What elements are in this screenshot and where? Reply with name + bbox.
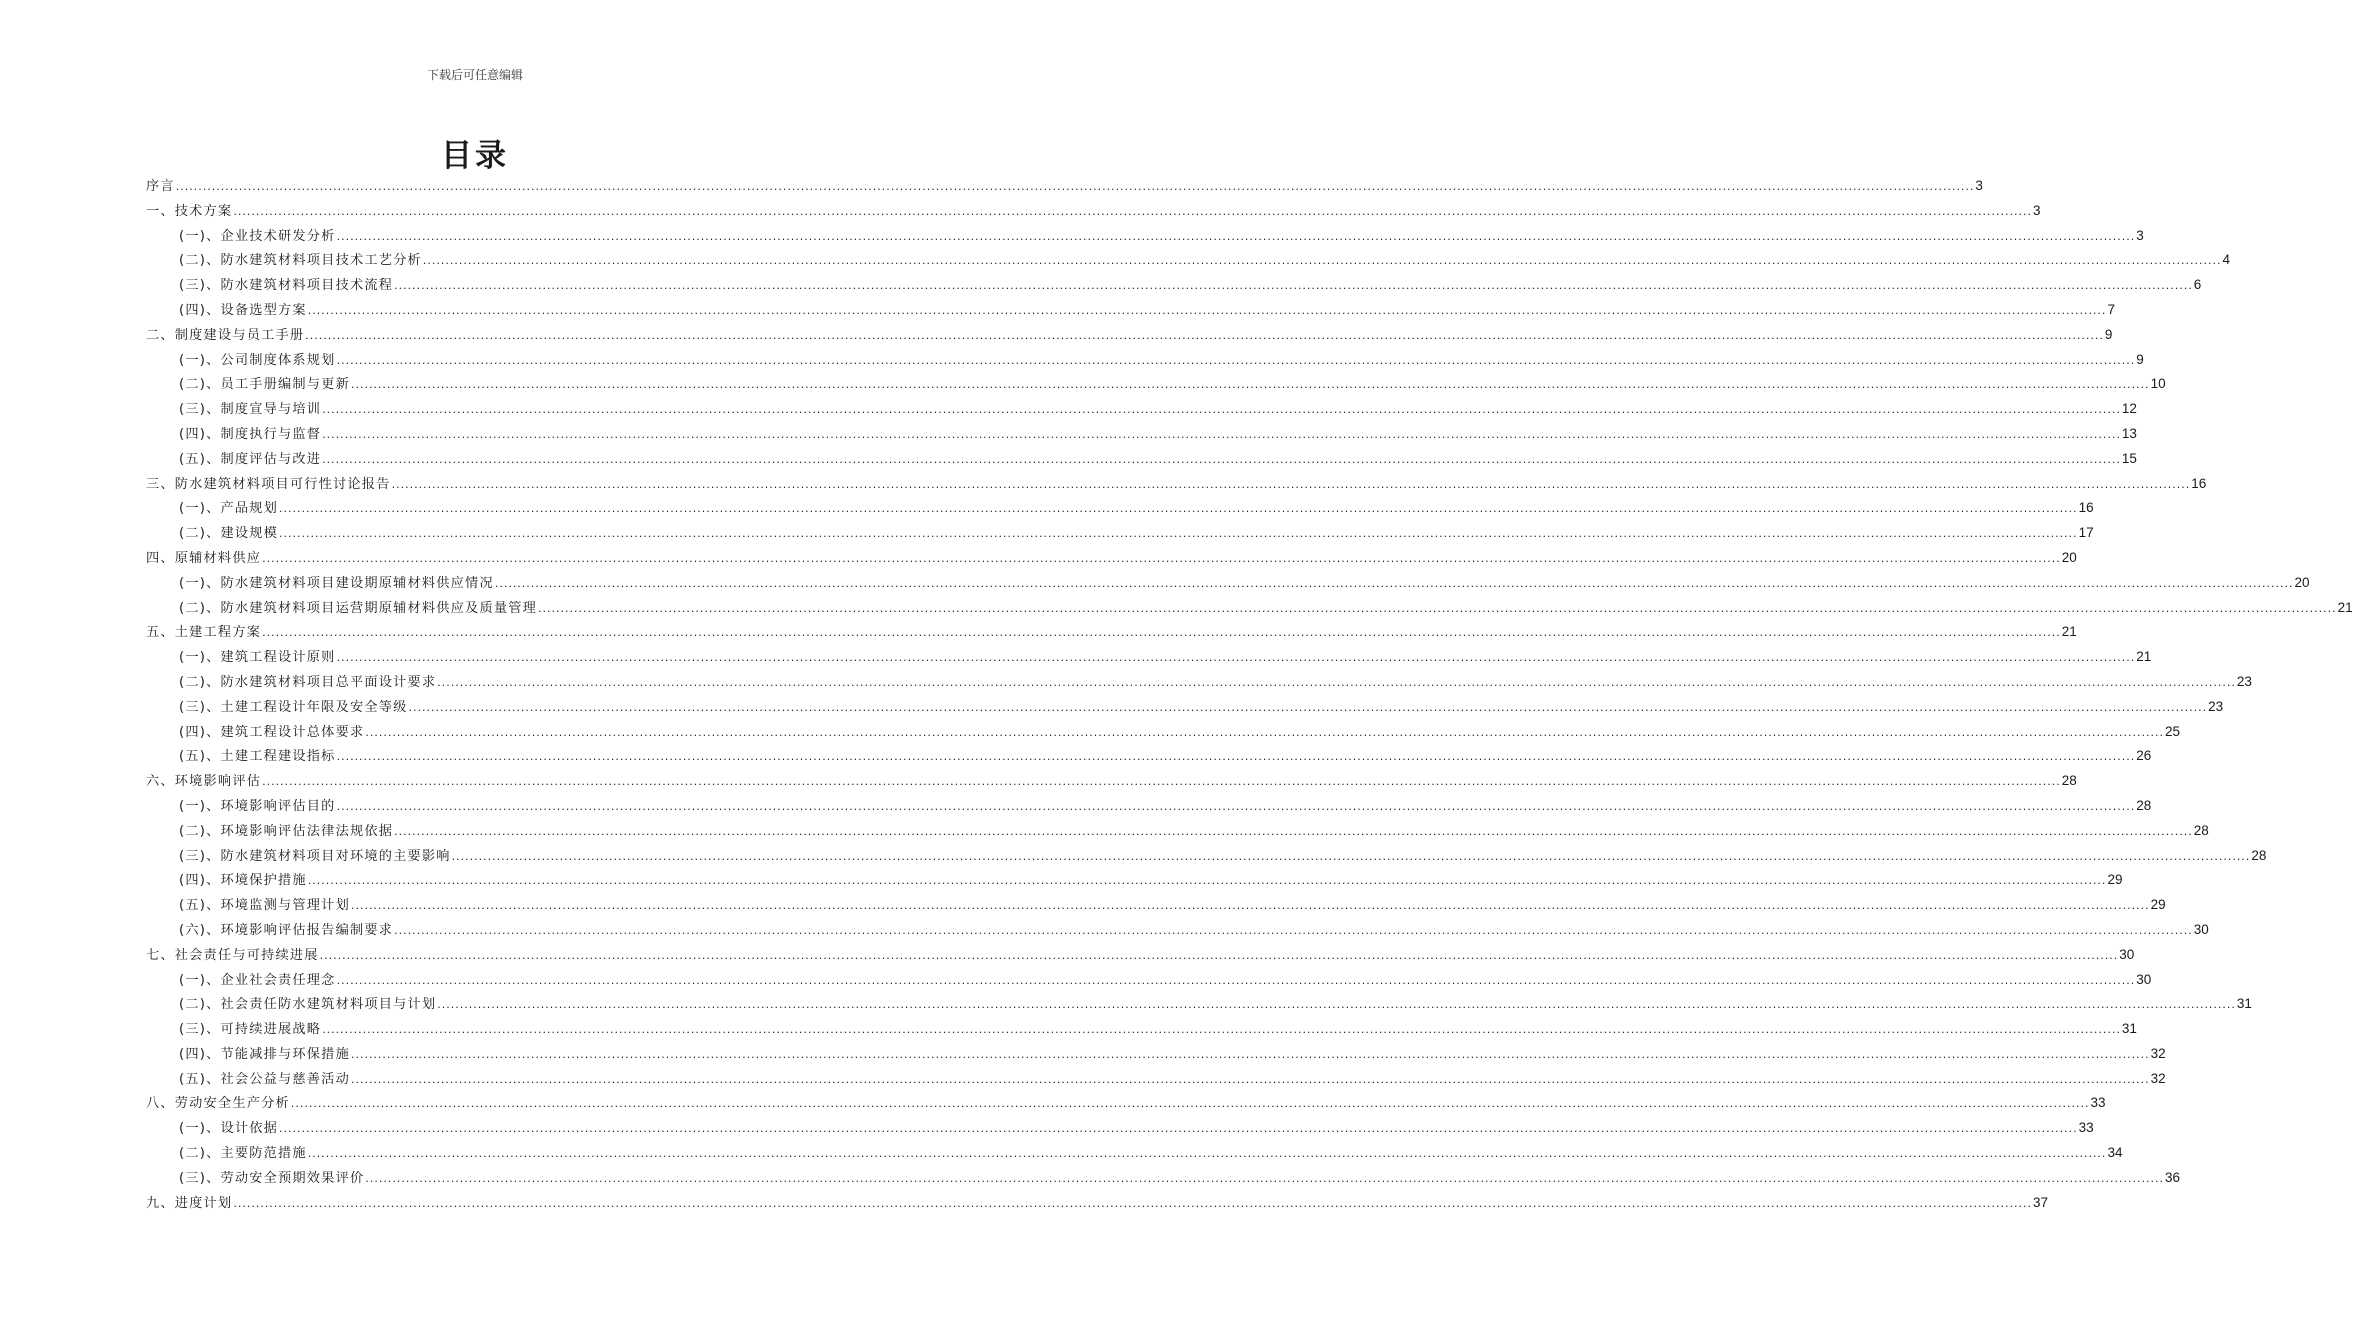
- toc-leader-dots: ................................................................................................................................................................................................................................................................................................................................................................................................................: [307, 1147, 2107, 1161]
- toc-entry-page: 15: [2121, 450, 2137, 466]
- toc-leader-dots: ................................................................................................................................................................................................................................................................................................................................................................................................................: [336, 229, 2136, 243]
- toc-leader-dots: ................................................................................................................................................................................................................................................................................................................................................................................................................: [350, 1072, 2150, 1086]
- toc-entry[interactable]: [146, 422, 2137, 447]
- toc-entry-title: (二)、员工手册编制与更新: [179, 377, 350, 393]
- toc-leader-dots: ................................................................................................................................................................................................................................................................................................................................................................................................................: [394, 824, 2193, 838]
- toc-entry-title: 五、土建工程方案: [146, 625, 262, 641]
- toc-leader-dots: ................................................................................................................................................................................................................................................................................................................................................................................................................: [233, 1196, 2032, 1210]
- toc-entry[interactable]: [146, 521, 2094, 546]
- toc-entry-title: 序言: [146, 179, 175, 194]
- toc-entry-page: 32: [2150, 1045, 2166, 1061]
- toc-entry-title: (三)、劳动安全预期效果评价: [179, 1170, 365, 1186]
- toc-entry-page: 23: [2208, 698, 2224, 714]
- page-header-note: 下载后可任意编辑: [426, 68, 523, 82]
- toc-leader-dots: ................................................................................................................................................................................................................................................................................................................................................................................................................: [322, 452, 2121, 466]
- toc-entry[interactable]: [146, 1017, 2137, 1042]
- toc-leader-dots: ................................................................................................................................................................................................................................................................................................................................................................................................................: [262, 551, 2061, 565]
- toc-leader-dots: ................................................................................................................................................................................................................................................................................................................................................................................................................: [350, 1047, 2150, 1061]
- toc-entry-title: (二)、防水建筑材料项目运营期原辅材料供应及质量管理: [179, 600, 537, 616]
- toc-entry-page: 28: [2061, 773, 2077, 789]
- toc-leader-dots: ................................................................................................................................................................................................................................................................................................................................................................................................................: [262, 626, 2061, 640]
- toc-entry[interactable]: [146, 298, 2115, 323]
- toc-leader-dots: ................................................................................................................................................................................................................................................................................................................................................................................................................: [350, 378, 2150, 392]
- toc-entry[interactable]: [146, 1191, 2048, 1216]
- toc-entry-page: 21: [2136, 649, 2152, 665]
- toc-entry-page: 31: [2121, 1021, 2137, 1037]
- toc-entry[interactable]: [146, 620, 2077, 645]
- toc-entry-title: (六)、环境影响评估报告编制要求: [179, 922, 394, 938]
- toc-entry-title: (二)、防水建筑材料项目技术工艺分析: [179, 253, 422, 269]
- toc-entry-title: (四)、节能减排与环保措施: [179, 1046, 350, 1062]
- toc-entry[interactable]: [146, 472, 2207, 497]
- toc-entry[interactable]: [146, 571, 2310, 596]
- toc-entry[interactable]: [146, 273, 2202, 298]
- toc-leader-dots: ................................................................................................................................................................................................................................................................................................................................................................................................................: [336, 353, 2136, 367]
- toc-entry-title: (五)、土建工程建设指标: [179, 749, 336, 765]
- toc-entry[interactable]: [146, 868, 2123, 893]
- toc-entry-page: 3: [2032, 202, 2041, 218]
- toc-leader-dots: ................................................................................................................................................................................................................................................................................................................................................................................................................: [307, 874, 2107, 888]
- toc-entry-page: 30: [2193, 921, 2209, 937]
- toc-entry-page: 25: [2164, 723, 2181, 739]
- toc-entry[interactable]: [146, 1067, 2166, 1092]
- toc-entry-title: (五)、环境监测与管理计划: [179, 898, 350, 914]
- toc-leader-dots: ................................................................................................................................................................................................................................................................................................................................................................................................................: [322, 427, 2121, 441]
- toc-entry[interactable]: [146, 645, 2152, 670]
- toc-leader-dots: ................................................................................................................................................................................................................................................................................................................................................................................................................: [336, 651, 2136, 665]
- toc-leader-dots: ................................................................................................................................................................................................................................................................................................................................................................................................................: [394, 279, 2193, 293]
- toc-leader-dots: ................................................................................................................................................................................................................................................................................................................................................................................................................: [305, 328, 2104, 342]
- toc-entry-page: 29: [2150, 897, 2166, 913]
- toc-leader-dots: ................................................................................................................................................................................................................................................................................................................................................................................................................: [307, 303, 2107, 317]
- toc-entry[interactable]: [146, 397, 2137, 422]
- toc-entry-page: 20: [2294, 574, 2310, 590]
- toc-entry[interactable]: [146, 546, 2077, 571]
- toc-entry-title: (四)、环境保护措施: [179, 873, 307, 889]
- toc-entry-title: (三)、防水建筑材料项目对环境的主要影响: [179, 848, 451, 864]
- toc-entry-title: (一)、设计依据: [179, 1121, 279, 1137]
- toc-entry-page: 4: [2222, 252, 2231, 268]
- toc-entry-title: 三、防水建筑材料项目可行性讨论报告: [146, 476, 391, 492]
- toc-entry[interactable]: [146, 1166, 2181, 1191]
- toc-leader-dots: ................................................................................................................................................................................................................................................................................................................................................................................................................: [437, 998, 2236, 1012]
- toc-entry[interactable]: [146, 199, 2041, 224]
- toc-entry-page: 34: [2107, 1145, 2123, 1161]
- toc-entry-title: (三)、可持续进展战略: [179, 1022, 322, 1038]
- toc-entry-page: 36: [2164, 1169, 2181, 1185]
- toc-entry[interactable]: [146, 720, 2181, 745]
- toc-entry-page: 33: [2090, 1095, 2106, 1111]
- toc-entry-page: 26: [2136, 748, 2152, 764]
- toc-leader-dots: ................................................................................................................................................................................................................................................................................................................................................................................................................: [279, 502, 2078, 516]
- toc-entry-title: (三)、土建工程设计年限及安全等级: [179, 699, 408, 715]
- toc-entry-page: 20: [2061, 549, 2077, 565]
- toc-leader-dots: ................................................................................................................................................................................................................................................................................................................................................................................................................: [350, 899, 2150, 913]
- toc-entry-page: 37: [2032, 1194, 2048, 1210]
- toc-entry-page: 16: [2191, 475, 2207, 491]
- toc-entry-page: 9: [2104, 326, 2113, 342]
- toc-leader-dots: ................................................................................................................................................................................................................................................................................................................................................................................................................: [408, 700, 2208, 714]
- toc-entry-title: 一、技术方案: [146, 203, 233, 219]
- toc-entry-title: (一)、防水建筑材料项目建设期原辅材料供应情况: [179, 575, 494, 591]
- toc-entry-title: (二)、防水建筑材料项目总平面设计要求: [179, 674, 437, 690]
- toc-entry[interactable]: [146, 844, 2267, 869]
- toc-entry[interactable]: [146, 248, 2231, 273]
- toc-entry-page: 30: [2136, 971, 2152, 987]
- toc-leader-dots: ................................................................................................................................................................................................................................................................................................................................................................................................................: [319, 948, 2119, 962]
- toc-leader-dots: ................................................................................................................................................................................................................................................................................................................................................................................................................: [437, 675, 2236, 689]
- toc-entry-page: 30: [2119, 946, 2135, 962]
- toc-entry-page: 31: [2236, 996, 2252, 1012]
- toc-entry-title: (三)、防水建筑材料项目技术流程: [179, 278, 394, 294]
- toc-leader-dots: ................................................................................................................................................................................................................................................................................................................................................................................................................: [391, 477, 2191, 491]
- toc-entry-title: (三)、制度宣导与培训: [179, 402, 322, 418]
- toc-entry-title: 四、原辅材料供应: [146, 550, 262, 566]
- toc-leader-dots: ................................................................................................................................................................................................................................................................................................................................................................................................................: [336, 973, 2136, 987]
- toc-entry[interactable]: [146, 769, 2077, 794]
- toc-entry-page: 3: [2136, 227, 2144, 243]
- toc-entry-page: 29: [2107, 872, 2123, 888]
- toc-entry[interactable]: [146, 992, 2252, 1017]
- toc-entry-page: 21: [2061, 624, 2077, 640]
- toc-entry-title: (一)、企业技术研发分析: [179, 228, 336, 244]
- toc-entry-title: (一)、建筑工程设计原则: [179, 650, 336, 666]
- toc-leader-dots: ................................................................................................................................................................................................................................................................................................................................................................................................................: [322, 403, 2121, 417]
- toc-entry-page: 9: [2136, 351, 2144, 367]
- toc-entry-title: (四)、制度执行与监督: [179, 426, 322, 442]
- toc-entry-title: (二)、社会责任防水建筑材料项目与计划: [179, 997, 437, 1013]
- toc-leader-dots: ................................................................................................................................................................................................................................................................................................................................................................................................................: [175, 180, 1975, 193]
- toc-leader-dots: ................................................................................................................................................................................................................................................................................................................................................................................................................: [494, 576, 2294, 590]
- toc-entry-page: 16: [2078, 500, 2094, 516]
- toc-entry-page: 32: [2150, 1070, 2166, 1086]
- toc-entry[interactable]: [146, 1042, 2166, 1067]
- toc-leader-dots: ................................................................................................................................................................................................................................................................................................................................................................................................................: [262, 775, 2061, 789]
- toc-entry-title: 二、制度建设与员工手册: [146, 327, 305, 343]
- toc-entry-page: 7: [2107, 301, 2115, 317]
- toc-entry-page: 3: [1975, 178, 1983, 193]
- toc-entry[interactable]: [146, 348, 2144, 373]
- toc-leader-dots: ................................................................................................................................................................................................................................................................................................................................................................................................................: [322, 1023, 2121, 1037]
- toc-entry-page: 33: [2078, 1120, 2094, 1136]
- toc-entry-title: (四)、建筑工程设计总体要求: [179, 724, 365, 740]
- table-of-contents: [146, 174, 2353, 1215]
- toc-leader-dots: ................................................................................................................................................................................................................................................................................................................................................................................................................: [422, 254, 2222, 268]
- toc-entry[interactable]: [146, 596, 2353, 621]
- toc-entry[interactable]: [146, 496, 2094, 521]
- toc-leader-dots: ................................................................................................................................................................................................................................................................................................................................................................................................................: [451, 849, 2251, 863]
- toc-entry-title: (一)、产品规划: [179, 501, 279, 517]
- toc-leader-dots: ................................................................................................................................................................................................................................................................................................................................................................................................................: [279, 527, 2078, 541]
- toc-entry[interactable]: [146, 174, 1983, 199]
- toc-entry-page: 28: [2251, 847, 2267, 863]
- toc-entry-page: 6: [2193, 277, 2202, 293]
- toc-entry[interactable]: [146, 224, 2144, 249]
- toc-entry[interactable]: [146, 968, 2152, 993]
- toc-leader-dots: ................................................................................................................................................................................................................................................................................................................................................................................................................: [394, 923, 2193, 937]
- toc-entry-title: (二)、主要防范措施: [179, 1146, 307, 1162]
- toc-entry-page: 17: [2078, 525, 2094, 541]
- toc-entry-page: 28: [2193, 822, 2209, 838]
- toc-entry-page: 28: [2136, 797, 2152, 813]
- toc-entry[interactable]: [146, 744, 2152, 769]
- toc-entry-title: (一)、企业社会责任理念: [179, 972, 336, 988]
- toc-entry[interactable]: [146, 323, 2113, 348]
- toc-entry-page: 12: [2121, 401, 2137, 417]
- toc-entry-title: 八、劳动安全生产分析: [146, 1096, 290, 1112]
- toc-entry-title: 七、社会责任与可持续进展: [146, 947, 319, 963]
- toc-entry-page: 21: [2337, 599, 2353, 615]
- toc-leader-dots: ................................................................................................................................................................................................................................................................................................................................................................................................................: [290, 1097, 2090, 1111]
- toc-entry-page: 10: [2150, 376, 2166, 392]
- toc-entry[interactable]: [146, 695, 2224, 720]
- toc-entry-title: 九、进度计划: [146, 1195, 233, 1211]
- toc-leader-dots: ................................................................................................................................................................................................................................................................................................................................................................................................................: [365, 1171, 2164, 1185]
- toc-leader-dots: ................................................................................................................................................................................................................................................................................................................................................................................................................: [233, 204, 2032, 218]
- toc-entry-title: (一)、环境影响评估目的: [179, 798, 336, 814]
- toc-entry[interactable]: [146, 1141, 2123, 1166]
- toc-entry-page: 13: [2121, 425, 2137, 441]
- toc-entry[interactable]: [146, 1091, 2106, 1116]
- toc-entry[interactable]: [146, 819, 2209, 844]
- toc-entry[interactable]: [146, 670, 2252, 695]
- toc-entry[interactable]: [146, 447, 2137, 472]
- toc-entry-title: (五)、制度评估与改进: [179, 451, 322, 467]
- toc-entry-title: 六、环境影响评估: [146, 774, 262, 790]
- toc-entry[interactable]: [146, 918, 2209, 943]
- toc-entry-title: (一)、公司制度体系规划: [179, 352, 336, 368]
- toc-leader-dots: ................................................................................................................................................................................................................................................................................................................................................................................................................: [538, 601, 2337, 615]
- toc-entry-page: 23: [2236, 673, 2252, 689]
- toc-leader-dots: ................................................................................................................................................................................................................................................................................................................................................................................................................: [336, 750, 2136, 764]
- page-title: 目录: [441, 138, 509, 174]
- toc-entry-title: (四)、设备选型方案: [179, 302, 307, 318]
- toc-entry[interactable]: [146, 893, 2166, 918]
- toc-leader-dots: ................................................................................................................................................................................................................................................................................................................................................................................................................: [279, 1122, 2078, 1136]
- toc-entry[interactable]: [146, 1116, 2094, 1141]
- toc-entry-title: (五)、社会公益与慈善活动: [179, 1071, 350, 1087]
- toc-leader-dots: ................................................................................................................................................................................................................................................................................................................................................................................................................: [365, 725, 2164, 739]
- toc-entry-title: (二)、建设规模: [179, 526, 279, 542]
- toc-entry[interactable]: [146, 372, 2166, 397]
- toc-entry[interactable]: [146, 943, 2135, 968]
- toc-entry-title: (二)、环境影响评估法律法规依据: [179, 823, 394, 839]
- toc-leader-dots: ................................................................................................................................................................................................................................................................................................................................................................................................................: [336, 799, 2136, 813]
- toc-entry[interactable]: [146, 794, 2152, 819]
